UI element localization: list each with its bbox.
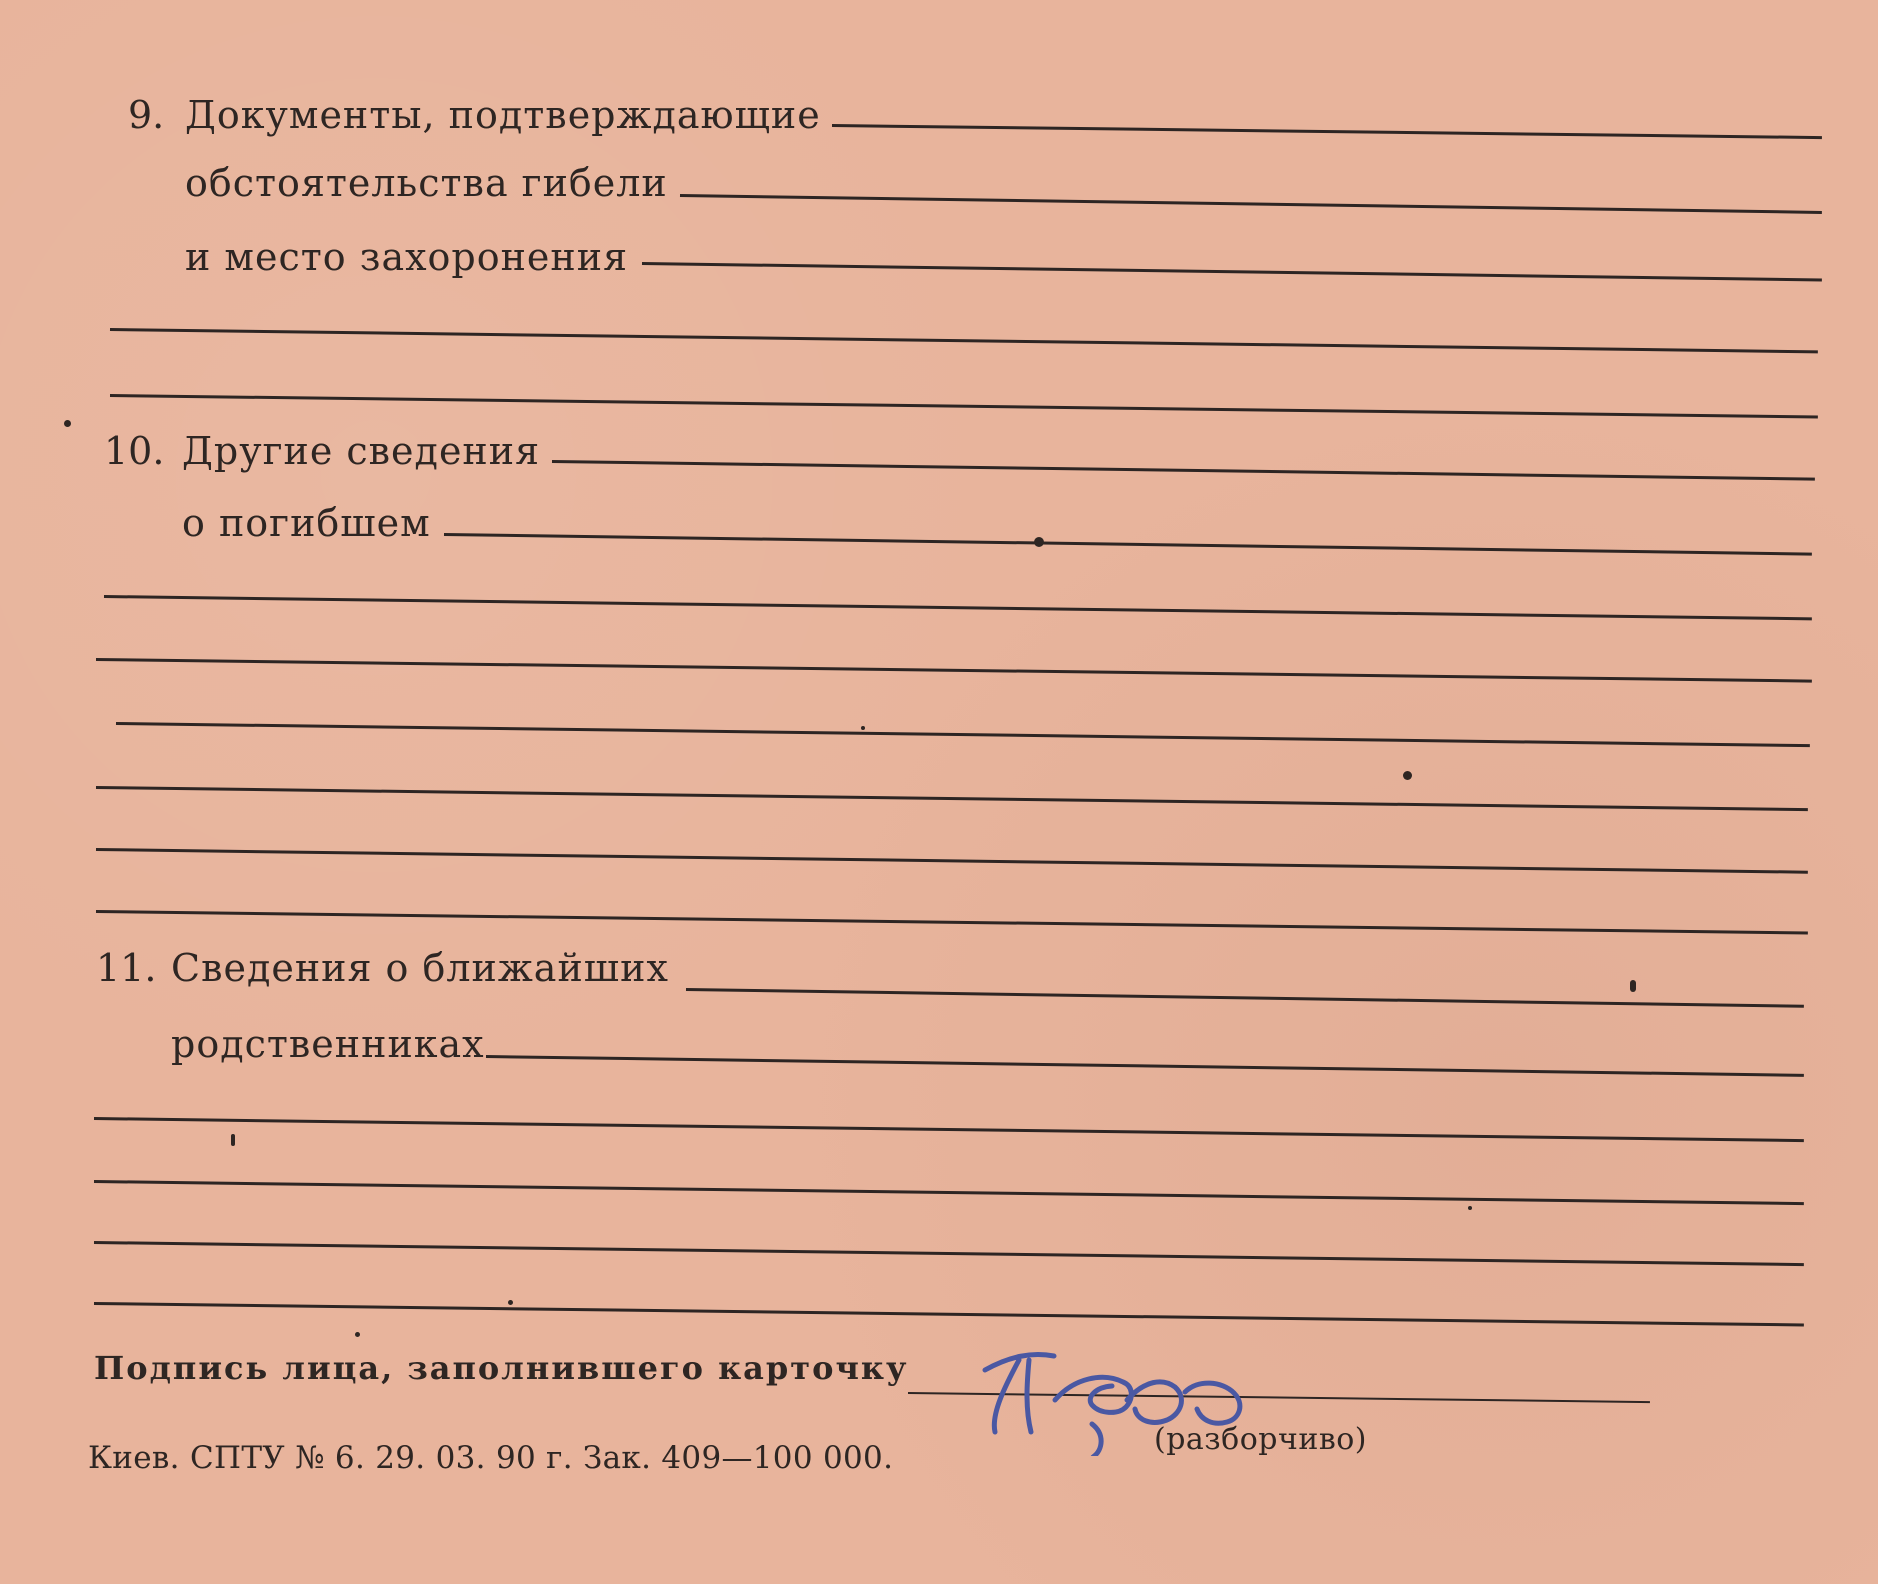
print-imprint: Киев. СПТУ № 6. 29. 03. 90 г. Зак. 409—100 000. [88,1440,894,1476]
answer-line-10-8[interactable] [96,910,1808,935]
answer-line-11-5[interactable] [94,1241,1804,1266]
section-10-line-2: о погибшем [182,501,431,545]
section-11-line-2: родственниках [171,1022,485,1066]
answer-line-11-2[interactable] [486,1055,1804,1077]
section-9-number: 9. [128,93,165,137]
answer-line-10-4[interactable] [96,658,1812,683]
speck-8 [1468,1206,1472,1210]
speck-6 [508,1300,513,1305]
answer-line-11-6[interactable] [94,1302,1804,1326]
speck-5 [231,1134,235,1146]
answer-line-11-4[interactable] [94,1180,1804,1205]
answer-line-9-1[interactable] [832,124,1822,139]
answer-line-9-5[interactable] [110,394,1818,418]
speck-7 [355,1332,360,1337]
answer-line-11-1[interactable] [686,988,1804,1008]
signature-hint: (разборчиво) [1154,1422,1367,1457]
speck-2 [1034,537,1044,547]
answer-line-10-7[interactable] [96,848,1808,874]
speck-1 [64,420,71,427]
speck-3 [1403,771,1412,780]
speck-4 [1630,980,1636,992]
section-9-line-2: обстоятельства гибели [185,161,668,205]
answer-line-10-2[interactable] [444,533,1812,556]
section-10-number: 10. [104,429,165,473]
answer-line-10-3[interactable] [104,595,1812,620]
signature-mark [975,1336,1275,1456]
section-11-number: 11. [96,946,157,990]
speck-9 [861,726,865,730]
section-9-line-3: и место захоронения [185,235,629,279]
answer-line-9-4[interactable] [110,328,1818,353]
answer-line-10-1[interactable] [552,460,1815,481]
section-11-line-1: Сведения о ближайших [171,946,669,990]
signature-label: Подпись лица, заполнившего карточку [94,1349,909,1387]
answer-line-10-6[interactable] [96,786,1808,811]
section-10-line-1: Другие сведения [182,429,541,473]
answer-line-11-3[interactable] [94,1117,1804,1142]
answer-line-9-3[interactable] [642,262,1822,281]
answer-line-9-2[interactable] [680,194,1822,214]
section-9-line-1: Документы, подтверждающие [185,93,821,137]
answer-line-10-5[interactable] [116,722,1810,747]
